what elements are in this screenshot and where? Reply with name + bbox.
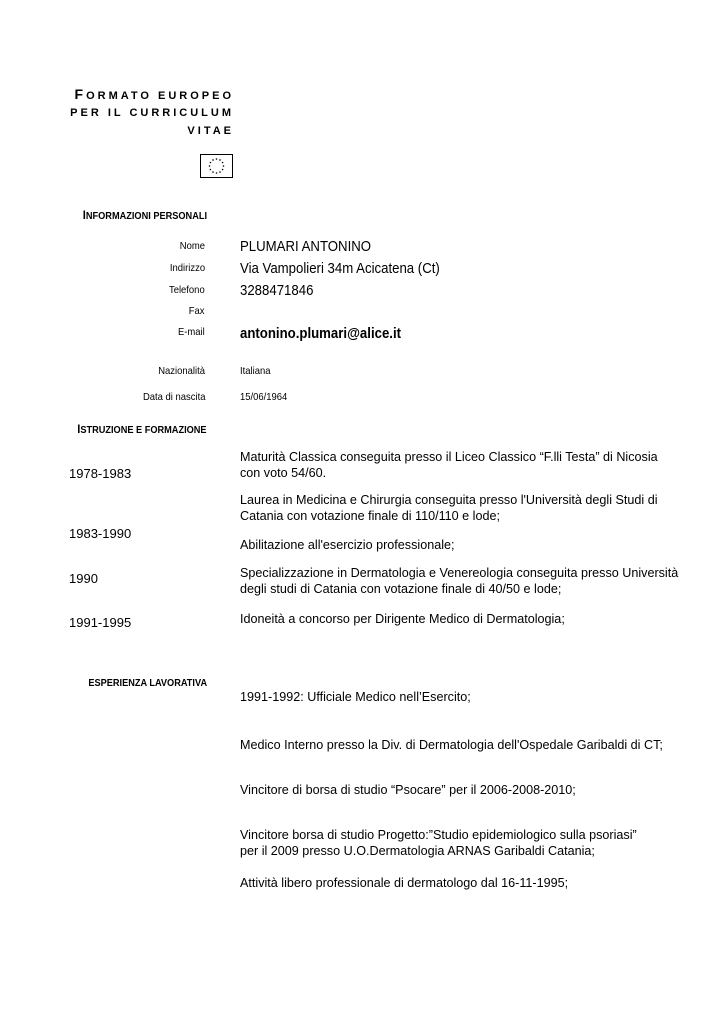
eu-flag-star bbox=[222, 162, 224, 164]
eu-flag-star bbox=[222, 169, 224, 171]
cv-title-line-3: VITAE bbox=[187, 125, 234, 137]
education-item: Abilitazione all'esercizio professionale; bbox=[240, 538, 455, 552]
eu-flag-star bbox=[219, 171, 221, 173]
eu-flag-star bbox=[210, 169, 212, 171]
label-fax: Fax bbox=[189, 305, 205, 317]
label-telefono: Telefono bbox=[169, 284, 205, 296]
experience-item: Vincitore borsa di studio Progetto:”Studio epidemiologico sulla psoriasi” bbox=[240, 828, 637, 842]
education-year: 1978-1983 bbox=[69, 466, 132, 481]
education-heading: ISTRUZIONE E FORMAZIONE bbox=[77, 422, 207, 436]
experience-item: Medico Interno presso la Div. di Dermatologia dell'Ospedale Garibaldi di CT; bbox=[240, 738, 663, 752]
experience-item: Vincitore di borsa di studio “Psocare” per il 2006-2008-2010; bbox=[240, 783, 576, 797]
education-item: Idoneità a concorso per Dirigente Medico di Dermatologia; bbox=[240, 612, 565, 626]
experience-item: per il 2009 presso U.O.Dermatologia ARNAS Garibaldi Catania; bbox=[240, 844, 595, 858]
education-item: Maturità Classica conseguita presso il Liceo Classico “F.lli Testa” di Nicosia con voto 54/60. bbox=[240, 450, 658, 480]
value-indirizzo: Via Vampolieri 34m Acicatena (Ct) bbox=[240, 260, 440, 277]
eu-flag-star bbox=[216, 158, 218, 160]
value-nazionalita: Italiana bbox=[240, 365, 271, 377]
education-year: 1983-1990 bbox=[69, 526, 132, 541]
personal-info-heading: INFORMAZIONI PERSONALI bbox=[82, 208, 207, 222]
education-year: 1990 bbox=[69, 571, 98, 586]
label-data-nascita: Data di nascita bbox=[142, 391, 205, 403]
cv-title-line-2: PER IL CURRICULUM bbox=[70, 107, 234, 119]
label-email: E-mail bbox=[178, 326, 205, 338]
eu-flag-star bbox=[209, 165, 211, 167]
eu-flag-star bbox=[219, 159, 221, 161]
eu-flag-star bbox=[216, 172, 218, 174]
label-indirizzo: Indirizzo bbox=[169, 262, 205, 274]
experience-heading: ESPERIENZA LAVORATIVA bbox=[88, 678, 207, 689]
value-email[interactable]: antonino.plumari@alice.it bbox=[240, 325, 402, 342]
eu-flag-star bbox=[223, 165, 225, 167]
cv-title-line-1: FORMATO EUROPEO bbox=[74, 86, 234, 102]
education-item: Laurea in Medicina e Chirurgia conseguita presso l'Università degli Studi di Catania con votazione finale di 110/110 e lode; bbox=[240, 493, 658, 523]
value-data-nascita: 15/06/1964 bbox=[240, 391, 288, 403]
experience-item: Attività libero professionale di dermatologo dal 16-11-1995; bbox=[240, 876, 569, 890]
value-nome: PLUMARI ANTONINO bbox=[240, 238, 372, 255]
value-telefono: 3288471846 bbox=[240, 282, 314, 299]
eu-flag-star bbox=[212, 171, 214, 173]
eu-flag-star bbox=[212, 159, 214, 161]
education-item: Specializzazione in Dermatologia e Venereologia conseguita presso Università degli studi di Catania con votazione finale di 40/50 e lode; bbox=[240, 566, 679, 596]
label-nazionalita: Nazionalità bbox=[158, 365, 205, 377]
eu-flag-star bbox=[210, 162, 212, 164]
experience-item: 1991-1992: Ufficiale Medico nell’Esercito; bbox=[240, 690, 471, 704]
education-year: 1991-1995 bbox=[69, 615, 132, 630]
label-nome: Nome bbox=[179, 240, 205, 252]
eu-flag-icon bbox=[200, 154, 233, 178]
